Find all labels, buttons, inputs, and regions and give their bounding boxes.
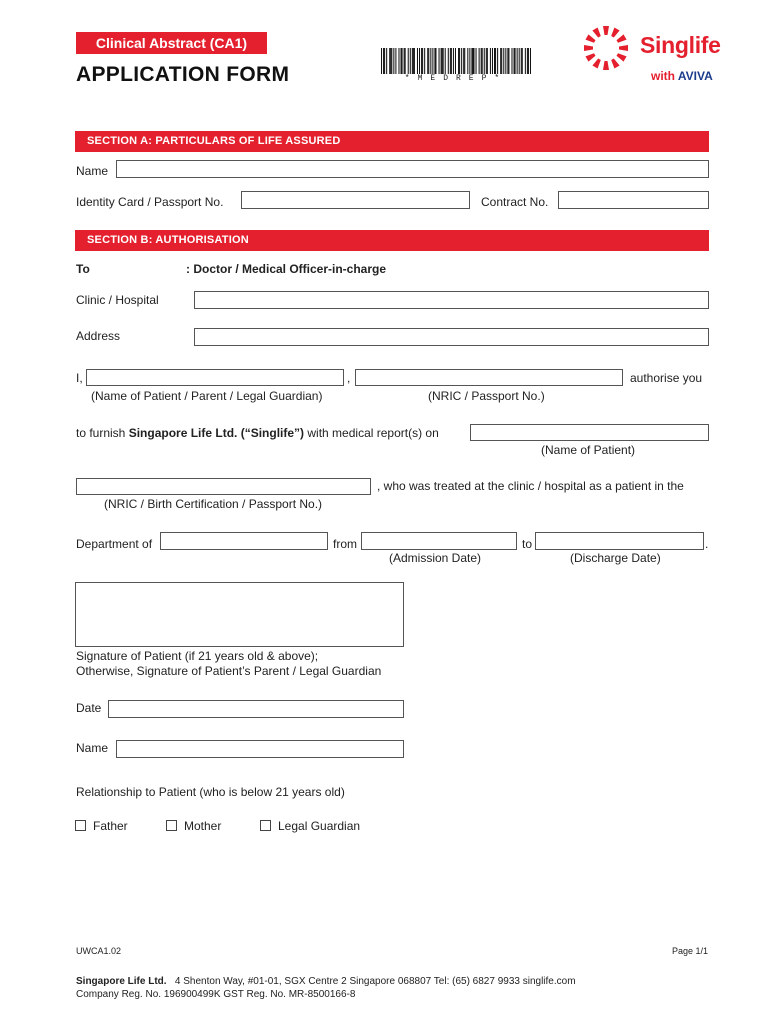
footer-address-line (76, 976, 576, 987)
legal-guardian-option-label: Legal Guardian (278, 819, 361, 833)
discharge-caption: (Discharge Date) (570, 551, 661, 565)
barcode-bar (517, 48, 518, 74)
form-type-badge: Clinical Abstract (CA1) (76, 32, 267, 54)
barcode-bar (419, 48, 420, 74)
id-passport-label: Identity Card / Passport No. (76, 195, 224, 209)
name-label: Name (76, 164, 109, 178)
footer-registration: Company Reg. No. 196900499K GST Reg. No. MR-8500166-8 (76, 989, 356, 1000)
barcode-bar (393, 48, 394, 74)
barcode-bar (522, 48, 523, 74)
barcode-bar (432, 48, 433, 74)
contract-no-field[interactable] (558, 191, 709, 209)
date-field[interactable] (108, 700, 404, 718)
admission-caption: (Admission Date) (389, 551, 482, 565)
footer-company: Singapore Life Ltd. (76, 976, 167, 987)
from-label: from (333, 537, 357, 551)
barcode-bar (386, 48, 387, 74)
barcode-bar (467, 48, 468, 74)
barcode-bar (395, 48, 396, 74)
address-label: Address (76, 329, 121, 343)
relationship-label: Relationship to Patient (who is below 21 years old) (76, 785, 345, 799)
mother-option-label: Mother (184, 819, 222, 833)
patient-name-caption: (Name of Patient) (541, 443, 636, 457)
barcode-bar (530, 48, 531, 74)
name-caption: (Name of Patient / Parent / Legal Guardian) (91, 389, 323, 403)
barcode-bar (486, 48, 487, 74)
barcode-bar (514, 48, 515, 74)
footer-address: 4 Shenton Way, #01-01, SGX Centre 2 Singapore 068807 Tel: (65) 6827 9933 singlife.com (174, 976, 576, 987)
admission-date-field[interactable] (361, 532, 517, 550)
id-passport-field[interactable] (241, 191, 470, 209)
barcode-bar (497, 48, 498, 74)
barcode-bar (391, 48, 392, 74)
barcode-bar (481, 48, 482, 74)
barcode-bar (479, 48, 480, 74)
barcode-bar (461, 48, 462, 74)
logo-brand-text: Singlife (640, 32, 721, 58)
barcode-bar (448, 48, 449, 74)
barcode-bar (430, 48, 431, 74)
form-code: UWCA1.02 (76, 946, 122, 956)
barcode-bar (384, 48, 385, 74)
barcode-bar (482, 48, 483, 74)
barcode-bar (464, 48, 465, 74)
page-number: Page 1/1 (672, 946, 709, 956)
clinic-hospital-field[interactable] (194, 291, 709, 309)
barcode-bar (412, 48, 413, 74)
barcode-bar (439, 48, 440, 74)
signatory-name-field[interactable] (116, 740, 404, 758)
signature-caption-line1: Signature of Patient (if 21 years old & above); (76, 649, 319, 663)
logo-partner-text (651, 69, 713, 83)
section-b-header: SECTION B: AUTHORISATION (75, 230, 709, 251)
barcode-bar (401, 48, 402, 74)
barcode-bar (459, 48, 460, 74)
to-label: To (76, 262, 90, 276)
barcode-bar (473, 48, 474, 74)
barcode-bar (442, 48, 443, 74)
barcode-bar (389, 48, 390, 74)
barcode (381, 48, 531, 74)
logo-with-text: with (651, 69, 675, 83)
furnish-prefix: to furnish (76, 426, 129, 440)
barcode-bar (507, 48, 508, 74)
barcode-bar (484, 48, 485, 74)
clinic-label: Clinic / Hospital (76, 293, 159, 307)
barcode-bar (492, 48, 493, 74)
barcode-bar (421, 48, 422, 74)
barcode-bar (428, 48, 429, 74)
barcode-bar (500, 48, 501, 74)
department-field[interactable] (160, 532, 328, 550)
barcode-bar (508, 48, 509, 74)
barcode-bar (414, 48, 415, 74)
barcode-bar (453, 48, 454, 74)
barcode-bar (511, 48, 512, 74)
barcode-bar (450, 48, 451, 74)
barcode-bar (408, 48, 409, 74)
furnish-suffix: with medical report(s) on (304, 426, 439, 440)
barcode-bar (441, 48, 442, 74)
signature-box[interactable] (75, 582, 404, 647)
barcode-bar (443, 48, 444, 74)
comma-separator: , (347, 371, 351, 385)
discharge-date-field[interactable] (535, 532, 704, 550)
life-assured-name-field[interactable] (116, 160, 709, 178)
barcode-bar (490, 48, 491, 74)
barcode-bar (476, 48, 477, 74)
barcode-bar (405, 48, 406, 74)
barcode-bar (451, 48, 452, 74)
signatory-name-label: Name (76, 741, 109, 755)
signature-caption-line2: Otherwise, Signature of Patient’s Parent / Legal Guardian (76, 664, 382, 678)
barcode-bar (410, 48, 411, 74)
page-title: APPLICATION FORM (76, 63, 290, 86)
barcode-bar (472, 48, 473, 74)
logo-aviva-text: AVIVA (677, 69, 713, 83)
barcode-bar (417, 48, 418, 74)
treated-text: , who was treated at the clinic / hospital as a patient in the (377, 479, 684, 493)
barcode-bar (463, 48, 464, 74)
date-label: Date (76, 701, 102, 715)
barcode-bar (445, 48, 446, 74)
barcode-bar (381, 48, 382, 74)
barcode-bar (458, 48, 459, 74)
barcode-bar (503, 48, 504, 74)
barcode-bar (515, 48, 516, 74)
barcode-bar (469, 48, 470, 74)
authorise-you-text: authorise you (630, 371, 703, 385)
barcode-bar (521, 48, 522, 74)
barcode-bar (424, 48, 425, 74)
contract-no-label: Contract No. (481, 195, 549, 209)
barcode-bar (505, 48, 506, 74)
father-checkbox[interactable] (75, 820, 86, 831)
authoriser-nric-field[interactable] (355, 369, 623, 386)
mother-checkbox[interactable] (166, 820, 177, 831)
barcode-bar (383, 48, 384, 74)
barcode-bar (413, 48, 414, 74)
nric-caption: (NRIC / Passport No.) (428, 389, 545, 403)
barcode-bar (501, 48, 502, 74)
barcode-bar (519, 48, 520, 74)
to-recipient: : Doctor / Medical Officer-in-charge (186, 262, 387, 276)
barcode-bar (404, 48, 405, 74)
barcode-bar (471, 48, 472, 74)
barcode-bar (390, 48, 391, 74)
barcode-bar (435, 48, 436, 74)
barcode-bar (398, 48, 399, 74)
patient-name-field[interactable] (470, 424, 709, 441)
legal-guardian-checkbox[interactable] (260, 820, 271, 831)
to-date-label: to (522, 537, 533, 551)
address-field[interactable] (194, 328, 709, 346)
barcode-bar (455, 48, 456, 74)
barcode-bar (402, 48, 403, 74)
furnish-text (76, 426, 439, 440)
barcode-bar (527, 48, 528, 74)
department-label: Department of (76, 537, 153, 551)
barcode-bar (528, 48, 529, 74)
barcode-bar (422, 48, 423, 74)
father-option-label: Father (93, 819, 128, 833)
barcode-bar (434, 48, 435, 74)
furnish-company: Singapore Life Ltd. (“Singlife”) (128, 426, 305, 440)
barcode-bar (427, 48, 428, 74)
barcode-bar (487, 48, 488, 74)
i-label: I, (76, 371, 83, 385)
nric-birth-caption: (NRIC / Birth Certification / Passport No.) (104, 497, 323, 511)
authoriser-name-field[interactable] (86, 369, 344, 386)
barcode-text: *MEDREP* (404, 74, 508, 83)
barcode-bar (495, 48, 496, 74)
barcode-bar (494, 48, 495, 74)
barcode-bar (525, 48, 526, 74)
section-a-header: SECTION A: PARTICULARS OF LIFE ASSURED (75, 131, 709, 152)
period: . (705, 537, 709, 551)
patient-nric-field[interactable] (76, 478, 371, 495)
